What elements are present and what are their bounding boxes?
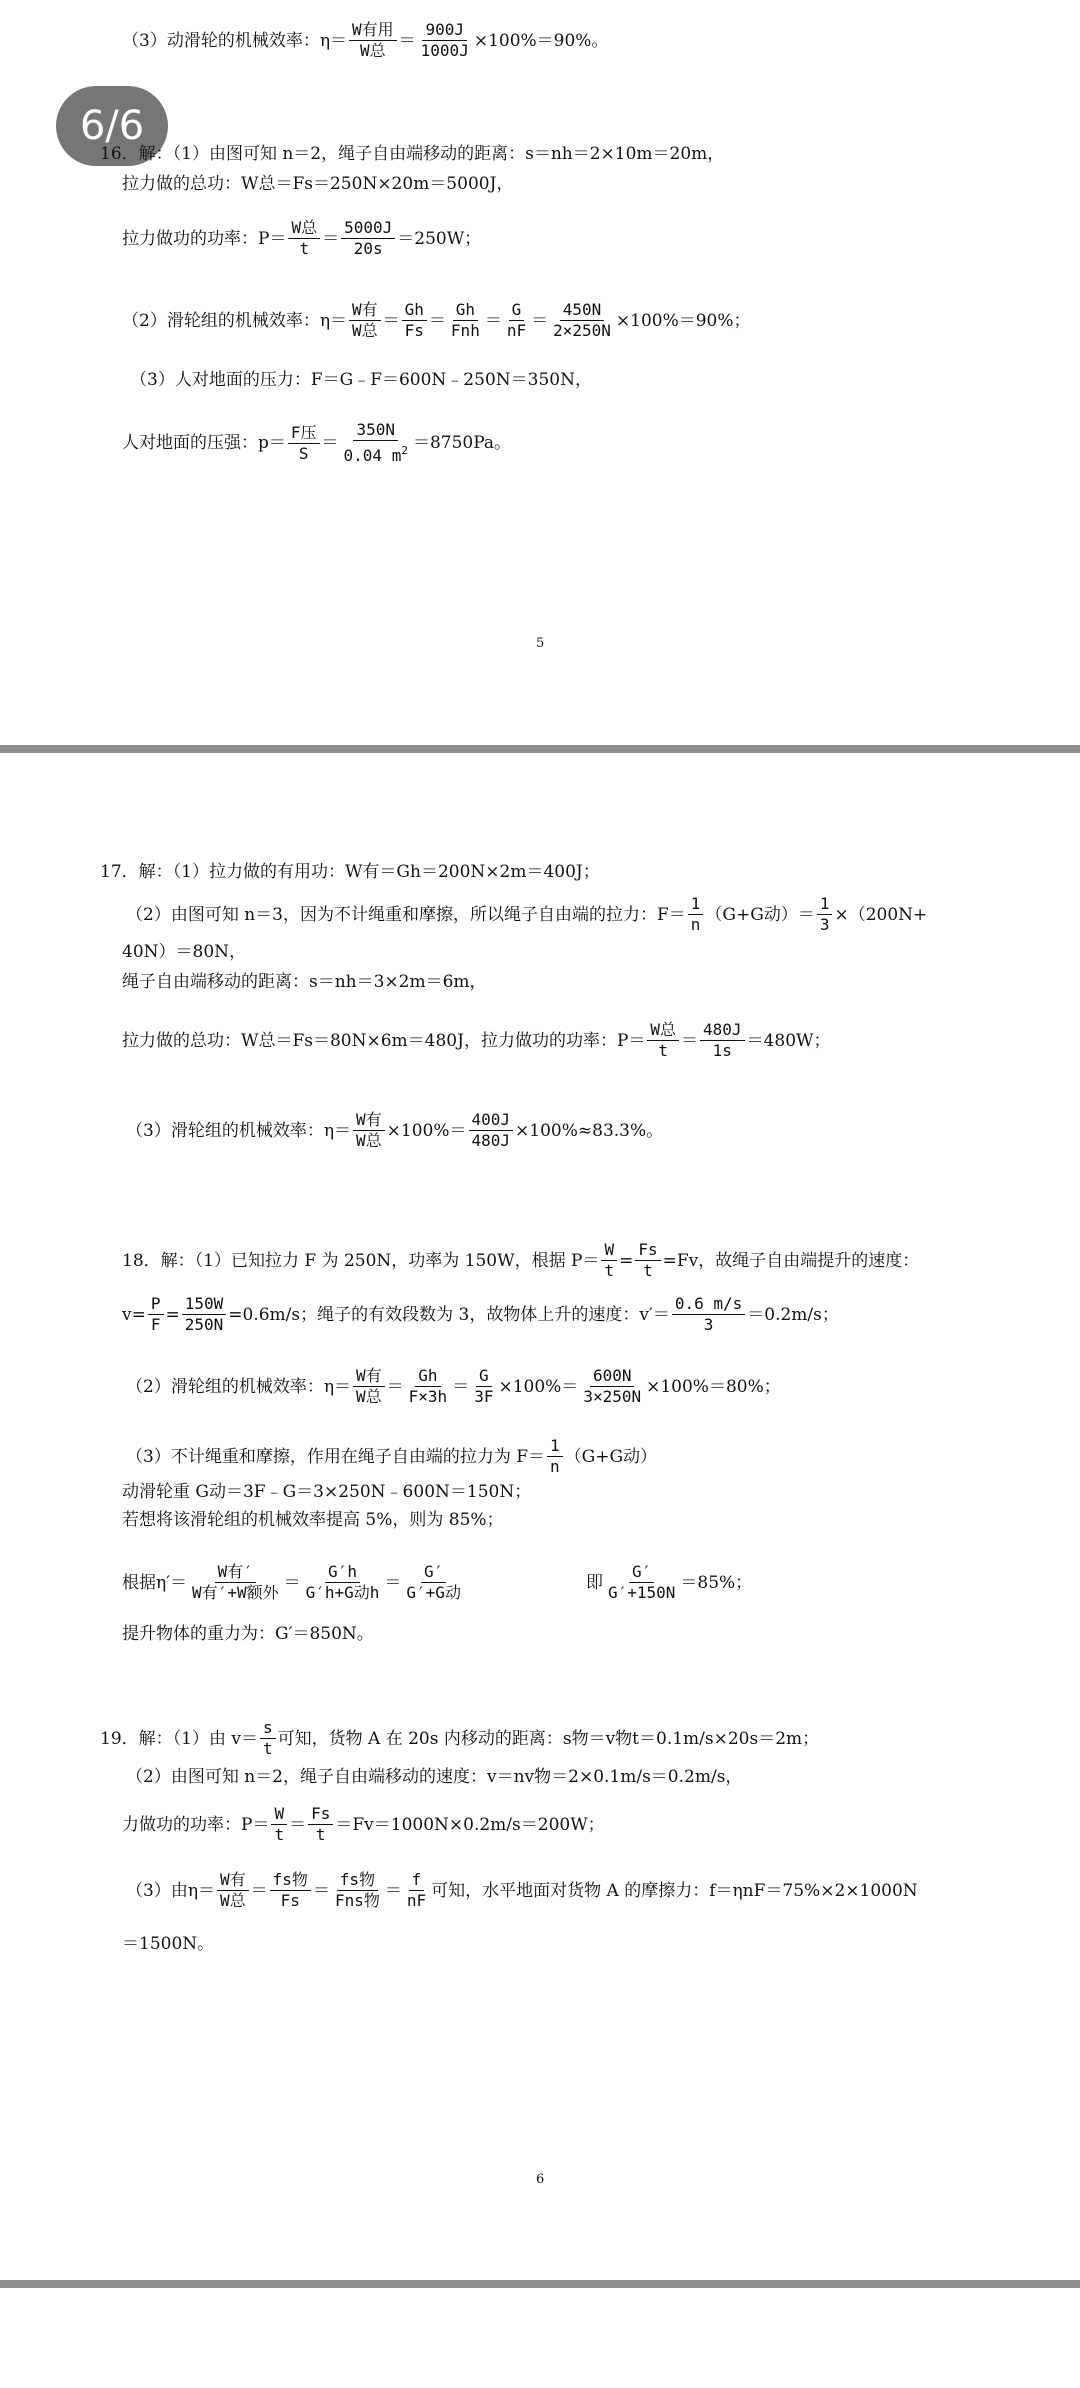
- numerator: s: [260, 1718, 276, 1739]
- text: 绳子自由端移动的距离：s＝nh＝3×2m＝6m，: [122, 972, 487, 992]
- fraction: [647, 1020, 679, 1061]
- numerator: Gh: [402, 300, 427, 321]
- numerator: G′h: [325, 1562, 360, 1583]
- numerator: W有: [349, 300, 381, 321]
- denominator: 1s: [712, 1041, 732, 1060]
- equals: ＝: [321, 433, 339, 453]
- text: ×100%＝90%。: [473, 30, 609, 51]
- numerator: W总: [647, 1020, 679, 1041]
- text: ×100%≈83.3%。: [515, 1120, 664, 1141]
- denominator: W总: [356, 1387, 382, 1406]
- numerator: W有′: [215, 1562, 256, 1583]
- equals: ＝: [384, 1880, 402, 1901]
- q18-line-7: [122, 1562, 752, 1603]
- numerator: W: [601, 1240, 617, 1261]
- equals: ＝: [250, 1880, 268, 1901]
- denominator: F×3h: [408, 1387, 448, 1406]
- denominator: W总: [220, 1891, 246, 1910]
- fraction: [308, 1804, 333, 1845]
- fraction: [353, 1366, 385, 1407]
- denominator: Fs: [280, 1891, 300, 1910]
- q19-line-5: [122, 1932, 214, 1956]
- denominator: nF: [506, 321, 527, 340]
- numerator: 350N: [353, 420, 398, 441]
- denominator: W有′+W额外: [192, 1583, 279, 1602]
- text: ＝8750Pa。: [412, 433, 512, 453]
- text: （2）由图可知 n＝2，绳子自由端移动的速度：v＝nv物＝2×0.1m/s＝0.2m/s，: [126, 1767, 743, 1787]
- text: 拉力做功的功率：P＝: [122, 228, 287, 249]
- fraction: [547, 1436, 563, 1477]
- q17-line-5: [122, 1020, 830, 1061]
- q17-line-3: [122, 940, 246, 964]
- q18-line-6: [122, 1508, 504, 1532]
- equals: ＝: [428, 310, 446, 331]
- numerator: W: [271, 1804, 287, 1825]
- text: =0.6m/s；绳子的有效段数为 3，故物体上升的速度：v′＝: [228, 1304, 670, 1325]
- fraction: [406, 1366, 451, 1407]
- denominator: G′+150N: [607, 1583, 676, 1602]
- text: （3）不计绳重和摩擦，作用在绳子自由端的拉力为 F＝: [126, 1446, 546, 1467]
- q19-line-1: [100, 1718, 819, 1759]
- fraction: [605, 1562, 678, 1603]
- text: =Fv，故绳子自由端提升的速度：: [662, 1250, 920, 1271]
- denominator: 1000J: [420, 41, 469, 60]
- page-counter-badge: 6/6: [56, 86, 168, 166]
- fraction: [288, 218, 320, 259]
- text: ×100%＝: [386, 1120, 467, 1141]
- denominator: G′h+G动h: [305, 1583, 380, 1602]
- q17-line-2: [126, 894, 927, 935]
- text: 人对地面的压强：p＝: [122, 433, 286, 453]
- equals: =: [165, 1304, 180, 1325]
- numerator: 400J: [469, 1110, 514, 1131]
- text: （3）滑轮组的机械效率：η＝: [126, 1120, 352, 1141]
- denominator: Fnh: [450, 321, 480, 340]
- text: 可知，水平地面对货物 A 的摩擦力：f＝ηnF＝75%×2×1000N: [431, 1880, 918, 1901]
- text: （3）动滑轮的机械效率：η＝: [122, 30, 348, 51]
- text: v=: [122, 1304, 146, 1325]
- denominator: 250N: [184, 1315, 224, 1334]
- fraction: [341, 420, 411, 466]
- numerator: 480J: [700, 1020, 745, 1041]
- fraction: [349, 20, 397, 61]
- numerator: f: [409, 1870, 425, 1891]
- equals: ＝: [452, 1376, 470, 1397]
- denominator: 2×250N: [553, 321, 611, 340]
- denominator: t: [658, 1041, 669, 1060]
- denominator: W总: [356, 1131, 382, 1150]
- numerator: W有: [353, 1110, 385, 1131]
- text: 若想将该滑轮组的机械效率提高 5%，则为 85%；: [122, 1510, 504, 1530]
- numerator: Fs: [308, 1804, 333, 1825]
- text: ×100%＝: [498, 1376, 579, 1397]
- text: 拉力做的总功：W总＝Fs＝250N×20m＝5000J，: [122, 174, 514, 194]
- q18-line-4: [126, 1436, 657, 1477]
- text: ＝1500N。: [122, 1934, 215, 1954]
- denominator: 480J: [471, 1131, 511, 1150]
- text: （G+G动）: [564, 1446, 658, 1467]
- text: ＝: [322, 228, 340, 249]
- numerator: 150W: [182, 1294, 227, 1315]
- numerator: G: [476, 1366, 492, 1387]
- fraction: [217, 1870, 249, 1911]
- q18-line-1: [122, 1240, 919, 1281]
- denominator: 3: [703, 1315, 714, 1334]
- q16-line-4: [122, 300, 751, 341]
- denominator: n: [690, 915, 701, 934]
- fraction: [448, 300, 483, 341]
- denominator: t: [299, 239, 310, 258]
- text: 17．解：（1）拉力做的有用功：W有＝Gh＝200N×2m＝400J；: [100, 862, 600, 882]
- q18-line-3: [126, 1366, 781, 1407]
- q15-line-efficiency: [122, 20, 608, 61]
- text: ×（200N+: [834, 904, 928, 925]
- denominator: nF: [406, 1891, 427, 1910]
- fraction: [550, 300, 614, 341]
- q17-line-1: [100, 860, 600, 884]
- fraction: [601, 1240, 617, 1281]
- fraction: [469, 1110, 514, 1151]
- text: （2）滑轮组的机械效率：η＝: [122, 310, 348, 331]
- denominator: Fs: [404, 321, 424, 340]
- q16-line-2: [122, 172, 513, 196]
- page-divider: [0, 745, 1080, 753]
- q18-line-5: [122, 1480, 531, 1504]
- text: 根据η′＝: [122, 1572, 188, 1593]
- numerator: 1: [817, 894, 833, 915]
- numerator: P: [148, 1294, 164, 1315]
- numerator: G′: [629, 1562, 654, 1583]
- q16-line-3: [122, 218, 481, 259]
- numerator: 5000J: [341, 218, 395, 239]
- fraction: [504, 300, 529, 341]
- fraction: [288, 423, 320, 464]
- numerator: Gh: [453, 300, 478, 321]
- numerator: fs物: [270, 1870, 311, 1891]
- text: ＝0.2m/s；: [747, 1304, 839, 1325]
- numerator: G′: [421, 1562, 446, 1583]
- page-number: 6: [536, 2172, 545, 2187]
- page-divider: [0, 2280, 1080, 2288]
- text: ×100%＝90%；: [615, 310, 751, 331]
- numerator: Gh: [415, 1366, 440, 1387]
- fraction: [270, 1870, 311, 1911]
- fraction: [404, 1870, 429, 1911]
- fraction: [341, 218, 395, 259]
- denominator: t: [315, 1825, 326, 1844]
- equals: ＝: [382, 310, 400, 331]
- fraction: [418, 20, 472, 61]
- text: （3）由η＝: [126, 1880, 216, 1901]
- q17-line-4: [122, 970, 487, 994]
- text: 19．解：（1）由 v＝: [100, 1728, 258, 1749]
- q18-line-8: [122, 1622, 374, 1646]
- denominator: Fns物: [334, 1891, 380, 1910]
- text: ＝85%；: [680, 1572, 753, 1593]
- q18-line-2: [122, 1294, 839, 1335]
- numerator: 1: [688, 894, 704, 915]
- q16-line-1: [100, 142, 724, 166]
- text: 力做功的功率：P＝: [122, 1814, 270, 1835]
- denominator: 20s: [353, 239, 383, 258]
- numerator: 450N: [560, 300, 605, 321]
- fraction: [260, 1718, 276, 1759]
- fraction: [672, 1294, 745, 1335]
- equals: ＝: [484, 310, 502, 331]
- fraction: [353, 1110, 385, 1151]
- text: 可知，货物 A 在 20s 内移动的距离：s物＝v物t＝0.1m/s×20s＝2m；: [277, 1728, 820, 1749]
- text: 16．解：（1）由图可知 n＝2，绳子自由端移动的距离：s＝nh＝2×10m＝20m，: [100, 144, 725, 164]
- fraction: [403, 1562, 464, 1603]
- fraction: [402, 300, 427, 341]
- equals: ＝: [283, 1572, 301, 1593]
- text: 40N）＝80N，: [122, 942, 247, 962]
- q16-line-5: [130, 368, 592, 392]
- numerator: F压: [288, 423, 320, 444]
- text: 即: [585, 1572, 603, 1593]
- denominator: t: [262, 1739, 273, 1758]
- denominator: 3: [819, 915, 830, 934]
- fraction: [635, 1240, 660, 1281]
- fraction: [148, 1294, 164, 1335]
- fraction: [303, 1562, 383, 1603]
- numerator: G: [509, 300, 525, 321]
- text: ＝250W；: [397, 228, 482, 249]
- fraction: [349, 300, 381, 341]
- equals: ＝: [289, 1814, 307, 1835]
- text: ＝: [398, 30, 416, 51]
- denominator: G′+G动: [406, 1583, 461, 1602]
- text: ＝480W；: [746, 1030, 831, 1051]
- text: （2）滑轮组的机械效率：η＝: [126, 1376, 352, 1397]
- page-number: 5: [536, 636, 545, 651]
- denominator: W总: [352, 321, 378, 340]
- denominator: S: [298, 443, 309, 463]
- text: （3）人对地面的压力：F＝G﹣F＝600N﹣250N＝350N，: [130, 370, 592, 390]
- q17-line-6: [126, 1110, 663, 1151]
- equals: ＝: [681, 1030, 699, 1051]
- q19-line-4: [126, 1870, 918, 1911]
- numerator: 600N: [590, 1366, 635, 1387]
- denominator: t: [604, 1261, 615, 1280]
- numerator: W有: [217, 1870, 249, 1891]
- q19-line-2: [126, 1765, 742, 1789]
- denominator: 3F: [474, 1387, 494, 1406]
- text: 动滑轮重 G动＝3F﹣G＝3×250N﹣600N＝150N；: [122, 1482, 532, 1502]
- equals: ＝: [384, 1572, 402, 1593]
- text: 拉力做的总功：W总＝Fs＝80N×6m＝480J，拉力做功的功率：P＝: [122, 1030, 646, 1051]
- numerator: Fs: [635, 1240, 660, 1261]
- text: 提升物体的重力为：G′＝850N。: [122, 1624, 374, 1644]
- superscript: 2: [401, 444, 408, 457]
- numerator: W有用: [349, 20, 397, 41]
- fraction: [580, 1366, 644, 1407]
- equals: ＝: [386, 1376, 404, 1397]
- denominator: t: [274, 1825, 285, 1844]
- fraction: [189, 1562, 282, 1603]
- fraction: [817, 894, 833, 935]
- equals: ＝: [312, 1880, 330, 1901]
- denominator: W总: [360, 41, 386, 60]
- fraction: [471, 1366, 496, 1407]
- fraction: [332, 1870, 383, 1911]
- equals: ＝: [531, 310, 549, 331]
- numerator: fs物: [337, 1870, 378, 1891]
- fraction: [182, 1294, 227, 1335]
- text: 18．解：（1）已知拉力 F 为 250N，功率为 150W，根据 P＝: [122, 1250, 600, 1271]
- denominator: 3×250N: [583, 1387, 642, 1406]
- text: （2）由图可知 n＝3，因为不计绳重和摩擦，所以绳子自由端的拉力：F＝: [126, 904, 686, 925]
- fraction: [700, 1020, 745, 1061]
- denominator: [341, 441, 411, 466]
- text: ＝Fv＝1000N×0.2m/s＝200W；: [335, 1814, 605, 1835]
- denominator: n: [550, 1457, 560, 1476]
- numerator: W有: [353, 1366, 385, 1387]
- equals: =: [619, 1250, 634, 1271]
- q19-line-3: [122, 1804, 605, 1845]
- numerator: 900J: [422, 20, 467, 41]
- numerator: W总: [288, 218, 320, 239]
- text: （G+G动）＝: [705, 904, 815, 925]
- numerator: 0.6 m/s: [672, 1294, 745, 1315]
- text: 0.04 m: [343, 446, 402, 465]
- denominator: F: [150, 1315, 161, 1334]
- q16-line-6: [122, 420, 511, 466]
- text: ×100%＝80%；: [646, 1376, 781, 1397]
- fraction: [688, 894, 704, 935]
- denominator: t: [643, 1261, 653, 1280]
- numerator: 1: [547, 1436, 563, 1457]
- fraction: [271, 1804, 287, 1845]
